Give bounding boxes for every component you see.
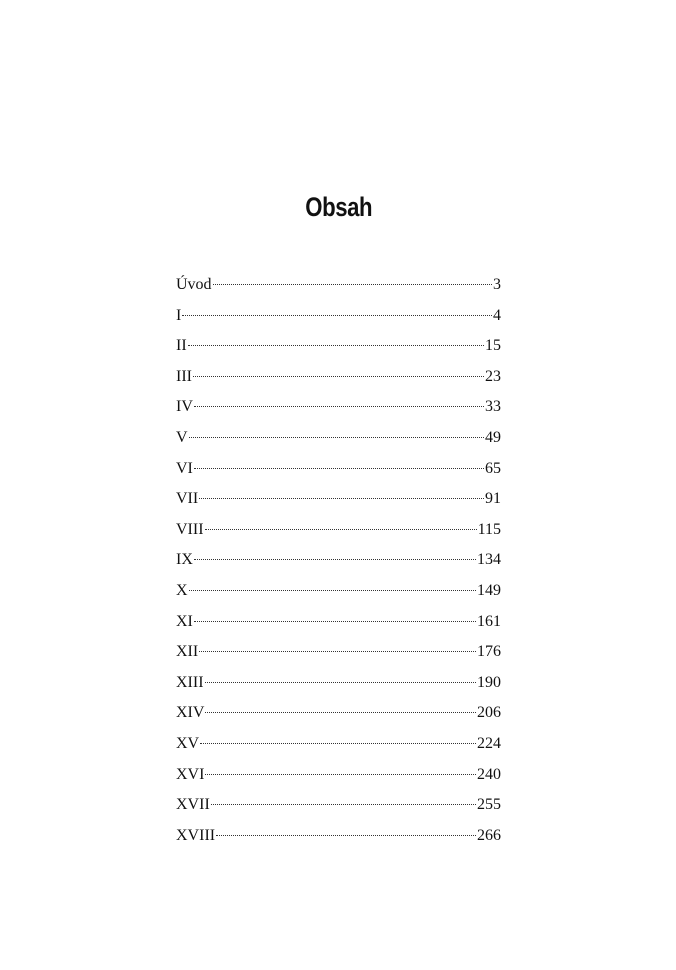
- dot-leader: [189, 590, 476, 591]
- dot-leader: [199, 651, 476, 652]
- toc-entry-page: 65: [485, 459, 501, 477]
- dot-leader: [182, 315, 492, 316]
- toc-entry-label: II: [176, 337, 187, 355]
- toc-entry-label: VIII: [176, 520, 204, 538]
- toc-entry-page: 190: [477, 673, 501, 691]
- toc-entry-page: 266: [477, 826, 501, 844]
- toc-entry[interactable]: [176, 637, 501, 668]
- dot-leader: [211, 804, 476, 805]
- toc-entry-page: 33: [485, 398, 501, 416]
- toc-entry-label: Úvod: [176, 276, 212, 293]
- dot-leader: [194, 559, 476, 560]
- toc-entry-page: 49: [485, 428, 501, 446]
- toc-entry-page: 161: [477, 612, 501, 630]
- toc-entry-page: 255: [477, 796, 501, 814]
- toc-entry-page: 4: [493, 306, 501, 324]
- toc-entry[interactable]: [176, 790, 501, 821]
- toc-entry-label: XVII: [176, 796, 210, 814]
- toc-entry-label: X: [176, 581, 188, 599]
- toc-entry[interactable]: [176, 392, 501, 423]
- toc-entry-page: 15: [485, 337, 501, 355]
- dot-leader: [205, 774, 476, 775]
- toc-entry[interactable]: [176, 454, 501, 485]
- toc-entry[interactable]: [176, 331, 501, 362]
- dot-leader: [213, 284, 492, 285]
- toc-entry[interactable]: [176, 729, 501, 760]
- toc-entry-label: I: [176, 306, 182, 324]
- toc-entry-page: 91: [485, 490, 501, 508]
- toc-entry[interactable]: [176, 515, 501, 546]
- dot-leader: [205, 712, 476, 713]
- toc-entry-label: XVI: [176, 765, 205, 783]
- dot-leader: [194, 621, 476, 622]
- toc-entry-page: 224: [477, 734, 501, 752]
- toc-entry-label: IX: [176, 551, 193, 569]
- toc-entry-label: VI: [176, 459, 193, 477]
- table-of-contents: [176, 270, 501, 851]
- dot-leader: [194, 406, 484, 407]
- toc-entry-label: XV: [176, 734, 200, 752]
- toc-entry-label: XII: [176, 643, 199, 661]
- toc-entry-page: 134: [477, 551, 501, 569]
- toc-entry-label: XIV: [176, 704, 205, 722]
- toc-entry-label: IV: [176, 398, 193, 416]
- toc-entry[interactable]: [176, 362, 501, 393]
- toc-entry[interactable]: [176, 270, 501, 301]
- toc-entry[interactable]: [176, 607, 501, 638]
- toc-entry-page: 240: [477, 765, 501, 783]
- dot-leader: [205, 529, 477, 530]
- dot-leader: [188, 345, 484, 346]
- toc-entry[interactable]: [176, 821, 501, 852]
- dot-leader: [200, 743, 476, 744]
- dot-leader: [189, 437, 484, 438]
- toc-entry-page: 115: [477, 520, 501, 538]
- dot-leader: [199, 498, 484, 499]
- toc-entry-page: 206: [477, 704, 501, 722]
- toc-entry-label: V: [176, 428, 188, 446]
- toc-entry-page: 23: [485, 367, 501, 385]
- toc-entry-label: XI: [176, 612, 193, 630]
- toc-entry-page: 149: [477, 581, 501, 599]
- dot-leader: [193, 376, 484, 377]
- toc-entry[interactable]: [176, 301, 501, 332]
- toc-entry[interactable]: [176, 423, 501, 454]
- page-title: Obsah: [305, 192, 373, 222]
- toc-entry[interactable]: [176, 760, 501, 791]
- dot-leader: [194, 468, 484, 469]
- toc-entry[interactable]: [176, 576, 501, 607]
- dot-leader: [216, 835, 476, 836]
- toc-entry-page: 3: [493, 276, 501, 293]
- toc-entry-label: XVIII: [176, 826, 216, 844]
- toc-entry-label: VII: [176, 490, 199, 508]
- toc-entry[interactable]: [176, 484, 501, 515]
- toc-entry[interactable]: [176, 668, 501, 699]
- toc-entry[interactable]: [176, 545, 501, 576]
- toc-entry[interactable]: [176, 698, 501, 729]
- toc-entry-label: III: [176, 367, 192, 385]
- toc-entry-page: 176: [477, 643, 501, 661]
- toc-entry-label: XIII: [176, 673, 204, 691]
- dot-leader: [205, 682, 476, 683]
